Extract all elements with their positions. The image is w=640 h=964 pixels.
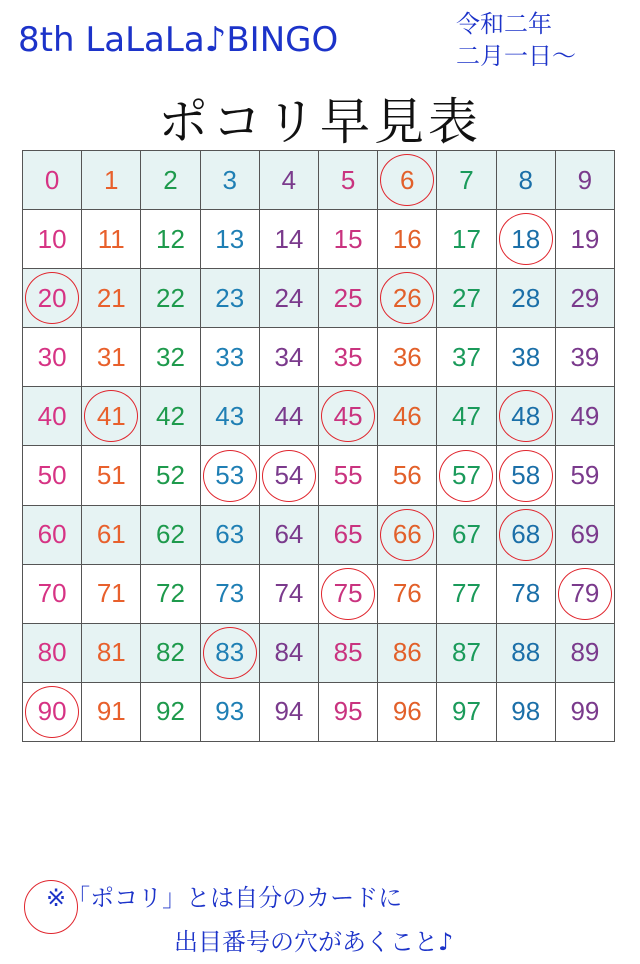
cell-number: 11 xyxy=(97,223,125,254)
cell-number: 79 xyxy=(570,578,600,609)
cell-number: 0 xyxy=(44,164,60,195)
grid-cell xyxy=(378,624,437,683)
cell-number: 56 xyxy=(392,460,422,491)
cell-number: 71 xyxy=(96,578,126,609)
cell-number: 8 xyxy=(518,164,533,195)
grid-cell xyxy=(82,210,141,269)
cell-number: 31 xyxy=(96,341,126,372)
cell-number: 12 xyxy=(156,223,185,254)
grid-cell xyxy=(260,506,319,565)
grid-cell xyxy=(82,683,141,742)
grid-cell xyxy=(319,683,378,742)
grid-cell xyxy=(319,210,378,269)
cell-number: 77 xyxy=(452,578,481,609)
cell-number: 74 xyxy=(274,578,304,609)
sheet-title: ポコリ早見表 xyxy=(158,93,482,151)
grid-cell xyxy=(201,151,260,210)
grid-cell xyxy=(378,683,437,742)
cell-number: 21 xyxy=(96,282,126,313)
cell-number: 55 xyxy=(333,460,363,491)
grid-cell xyxy=(319,269,378,328)
cell-number: 99 xyxy=(570,696,600,727)
grid-cell xyxy=(141,210,200,269)
cell-number: 1 xyxy=(104,164,119,195)
grid-cell xyxy=(141,387,200,446)
grid-cell xyxy=(497,151,556,210)
grid-cell xyxy=(201,210,260,269)
grid-cell xyxy=(141,565,200,624)
grid-cell xyxy=(437,624,496,683)
grid-cell xyxy=(437,387,496,446)
cell-number: 88 xyxy=(511,637,541,668)
grid-cell xyxy=(497,328,556,387)
cell-number: 85 xyxy=(333,637,363,668)
grid-cell xyxy=(556,683,615,742)
grid-cell xyxy=(201,328,260,387)
cell-number: 9 xyxy=(577,164,593,195)
grid-cell xyxy=(378,446,437,505)
cell-number: 23 xyxy=(215,282,245,313)
cell-number: 50 xyxy=(37,460,67,491)
grid-cell xyxy=(378,210,437,269)
grid-cell xyxy=(82,269,141,328)
cell-number: 89 xyxy=(570,637,600,668)
grid-cell xyxy=(141,269,200,328)
cell-number: 6 xyxy=(400,164,415,195)
cell-number: 33 xyxy=(215,341,245,372)
cell-number: 3 xyxy=(222,164,237,195)
grid-cell xyxy=(23,506,82,565)
cell-number: 14 xyxy=(274,223,304,254)
cell-number: 46 xyxy=(392,400,422,431)
date-block xyxy=(456,8,606,72)
grid-cell xyxy=(260,565,319,624)
grid-cell xyxy=(497,210,556,269)
cell-number: 82 xyxy=(156,637,185,668)
grid-cell xyxy=(319,387,378,446)
cell-number: 16 xyxy=(392,223,422,254)
grid-cell xyxy=(82,387,141,446)
grid-cell xyxy=(201,269,260,328)
grid-cell xyxy=(319,446,378,505)
cell-number: 57 xyxy=(452,460,481,491)
grid-cell xyxy=(23,151,82,210)
grid-cell xyxy=(260,683,319,742)
grid-cell xyxy=(556,387,615,446)
grid-cell xyxy=(260,210,319,269)
grid-cell xyxy=(201,565,260,624)
grid-cell xyxy=(260,446,319,505)
cell-number: 83 xyxy=(215,637,245,668)
grid-cell xyxy=(437,328,496,387)
cell-number: 26 xyxy=(392,282,422,313)
grid-cell xyxy=(497,269,556,328)
grid-cell xyxy=(260,387,319,446)
grid-cell xyxy=(319,624,378,683)
cell-number: 95 xyxy=(333,696,363,727)
grid-cell xyxy=(378,387,437,446)
cell-number: 98 xyxy=(511,696,541,727)
grid-cell xyxy=(319,328,378,387)
date-line-1: 令和二年 xyxy=(456,10,552,38)
grid-cell xyxy=(201,387,260,446)
grid-cell xyxy=(141,151,200,210)
cell-number: 38 xyxy=(511,341,541,372)
grid-cell xyxy=(141,683,200,742)
cell-number: 68 xyxy=(511,519,541,550)
cell-number: 44 xyxy=(274,400,304,431)
grid-cell xyxy=(437,506,496,565)
grid-cell xyxy=(378,151,437,210)
cell-number: 73 xyxy=(215,578,245,609)
footnote xyxy=(46,876,453,964)
grid-cell xyxy=(23,683,82,742)
grid-cell xyxy=(260,151,319,210)
cell-number: 42 xyxy=(156,400,185,431)
grid-cell xyxy=(437,565,496,624)
grid-cell xyxy=(497,387,556,446)
cell-number: 13 xyxy=(215,223,245,254)
cell-number: 7 xyxy=(459,164,474,195)
cell-number: 10 xyxy=(37,223,67,254)
grid-cell xyxy=(23,387,82,446)
grid-cell xyxy=(437,269,496,328)
grid-cell xyxy=(497,506,556,565)
grid-cell xyxy=(319,565,378,624)
cell-number: 35 xyxy=(333,341,363,372)
cell-number: 25 xyxy=(333,282,363,313)
grid-cell xyxy=(437,683,496,742)
grid-cell xyxy=(556,506,615,565)
grid-cell xyxy=(260,269,319,328)
grid-cell xyxy=(82,446,141,505)
cell-number: 17 xyxy=(452,223,481,254)
cell-number: 97 xyxy=(452,696,481,727)
cell-number: 22 xyxy=(156,282,185,313)
grid-cell xyxy=(23,446,82,505)
cell-number: 61 xyxy=(96,519,126,550)
grid-cell xyxy=(260,328,319,387)
cell-number: 76 xyxy=(392,578,422,609)
cell-number: 94 xyxy=(274,696,304,727)
cell-number: 69 xyxy=(570,519,600,550)
grid-cell xyxy=(201,446,260,505)
grid-cell xyxy=(556,565,615,624)
grid-cell xyxy=(82,506,141,565)
cell-number: 5 xyxy=(340,164,356,195)
grid-cell xyxy=(556,269,615,328)
grid-cell xyxy=(82,565,141,624)
cell-number: 72 xyxy=(156,578,185,609)
cell-number: 90 xyxy=(37,696,67,727)
grid-cell xyxy=(141,506,200,565)
cell-number: 64 xyxy=(274,519,304,550)
grid-cell xyxy=(437,446,496,505)
cell-number: 34 xyxy=(274,341,304,372)
cell-number: 67 xyxy=(452,519,481,550)
grid-cell xyxy=(201,624,260,683)
grid-cell xyxy=(378,269,437,328)
grid-cell xyxy=(23,328,82,387)
cell-number: 27 xyxy=(452,282,481,313)
cell-number: 53 xyxy=(215,460,245,491)
cell-number: 20 xyxy=(37,282,67,313)
cell-number: 29 xyxy=(570,282,600,313)
cell-number: 52 xyxy=(156,460,185,491)
cell-number: 32 xyxy=(156,341,185,372)
grid-cell xyxy=(82,624,141,683)
grid-cell xyxy=(556,624,615,683)
grid-cell xyxy=(201,506,260,565)
grid-cell xyxy=(23,565,82,624)
cell-number: 62 xyxy=(156,519,185,550)
grid-cell xyxy=(556,446,615,505)
cell-number: 47 xyxy=(452,400,481,431)
cell-number: 24 xyxy=(274,282,304,313)
cell-number: 2 xyxy=(163,164,178,195)
grid-cell xyxy=(23,269,82,328)
cell-number: 84 xyxy=(274,637,304,668)
number-grid xyxy=(22,150,615,742)
cell-number: 96 xyxy=(392,696,422,727)
grid-cell xyxy=(497,565,556,624)
cell-number: 54 xyxy=(274,460,304,491)
cell-number: 45 xyxy=(333,400,363,431)
cell-number: 70 xyxy=(37,578,67,609)
cell-number: 39 xyxy=(570,341,600,372)
cell-number: 66 xyxy=(392,519,422,550)
grid-cell xyxy=(23,624,82,683)
cell-number: 80 xyxy=(37,637,67,668)
cell-number: 18 xyxy=(511,223,541,254)
cell-number: 91 xyxy=(96,696,126,727)
footnote-line-1: ※「ポコリ」とは自分のカードに xyxy=(46,884,403,912)
grid-cell xyxy=(319,506,378,565)
grid-cell xyxy=(82,151,141,210)
grid-cell xyxy=(497,624,556,683)
cell-number: 37 xyxy=(452,341,481,372)
date-line-2: 二月一日〜 xyxy=(456,42,576,70)
grid-cell xyxy=(319,151,378,210)
cell-number: 41 xyxy=(96,400,126,431)
grid-cell xyxy=(82,328,141,387)
cell-number: 75 xyxy=(333,578,363,609)
cell-number: 86 xyxy=(392,637,422,668)
cell-number: 30 xyxy=(37,341,67,372)
cell-number: 51 xyxy=(96,460,126,491)
grid-cell xyxy=(141,624,200,683)
cell-number: 81 xyxy=(96,637,126,668)
cell-number: 43 xyxy=(215,400,245,431)
cell-number: 58 xyxy=(511,460,541,491)
grid-cell xyxy=(497,683,556,742)
grid-cell xyxy=(378,506,437,565)
grid-cell xyxy=(556,151,615,210)
grid-cell xyxy=(141,328,200,387)
footnote-line-2: 出目番号の穴があくこと♪ xyxy=(174,928,454,956)
cell-number: 93 xyxy=(215,696,245,727)
cell-number: 78 xyxy=(511,578,541,609)
cell-number: 65 xyxy=(333,519,363,550)
cell-number: 87 xyxy=(452,637,481,668)
cell-number: 28 xyxy=(511,282,541,313)
cell-number: 48 xyxy=(511,400,541,431)
cell-number: 49 xyxy=(570,400,600,431)
grid-cell xyxy=(260,624,319,683)
grid-cell xyxy=(23,210,82,269)
grid-cell xyxy=(497,446,556,505)
cell-number: 59 xyxy=(570,460,600,491)
cell-number: 36 xyxy=(392,341,422,372)
cell-number: 19 xyxy=(570,223,600,254)
cell-number: 4 xyxy=(281,164,297,195)
grid-cell xyxy=(437,151,496,210)
grid-cell xyxy=(437,210,496,269)
cell-number: 40 xyxy=(37,400,67,431)
cell-number: 92 xyxy=(156,696,185,727)
grid-cell xyxy=(378,328,437,387)
cell-number: 60 xyxy=(37,519,67,550)
cell-number: 63 xyxy=(215,519,245,550)
grid-cell xyxy=(141,446,200,505)
grid-cell xyxy=(201,683,260,742)
cell-number: 15 xyxy=(333,223,363,254)
event-title: 8th LaLaLa♪BINGO xyxy=(18,20,339,60)
grid-cell xyxy=(556,328,615,387)
grid-cell xyxy=(556,210,615,269)
grid-cell xyxy=(378,565,437,624)
